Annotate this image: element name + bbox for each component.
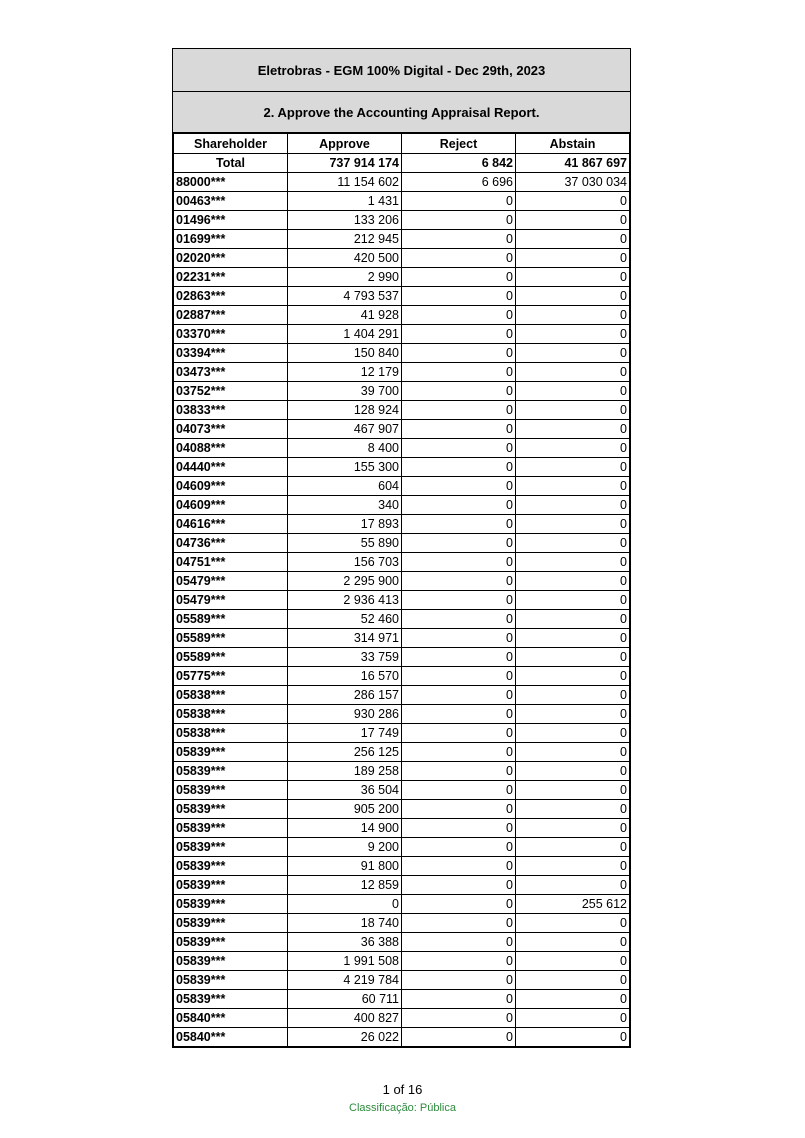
cell-reject: 0 <box>402 382 516 401</box>
cell-approve: 4 793 537 <box>288 287 402 306</box>
cell-approve: 0 <box>288 895 402 914</box>
cell-reject: 0 <box>402 420 516 439</box>
column-header-reject: Reject <box>402 134 516 154</box>
cell-approve: 26 022 <box>288 1028 402 1047</box>
cell-reject: 0 <box>402 591 516 610</box>
cell-shareholder: 02020*** <box>174 249 288 268</box>
cell-shareholder: 05839*** <box>174 933 288 952</box>
vote-sheet <box>172 48 631 1048</box>
table-row <box>174 553 630 572</box>
cell-shareholder: 05589*** <box>174 629 288 648</box>
table-row <box>174 439 630 458</box>
cell-reject: 0 <box>402 971 516 990</box>
table-row <box>174 420 630 439</box>
cell-reject: 0 <box>402 667 516 686</box>
table-row <box>174 743 630 762</box>
cell-shareholder: 05839*** <box>174 781 288 800</box>
cell-reject: 0 <box>402 610 516 629</box>
cell-shareholder: 05839*** <box>174 876 288 895</box>
cell-approve: 2 295 900 <box>288 572 402 591</box>
cell-approve: 52 460 <box>288 610 402 629</box>
cell-shareholder: 05838*** <box>174 724 288 743</box>
cell-reject: 0 <box>402 306 516 325</box>
cell-reject: 0 <box>402 401 516 420</box>
table-row <box>174 686 630 705</box>
cell-reject: 0 <box>402 211 516 230</box>
cell-approve: 8 400 <box>288 439 402 458</box>
table-row <box>174 192 630 211</box>
cell-abstain: 37 030 034 <box>516 173 630 192</box>
cell-approve: 155 300 <box>288 458 402 477</box>
cell-shareholder: 04088*** <box>174 439 288 458</box>
cell-shareholder: 03833*** <box>174 401 288 420</box>
cell-abstain: 0 <box>516 363 630 382</box>
cell-shareholder: 04609*** <box>174 477 288 496</box>
table-row <box>174 325 630 344</box>
cell-approve: 60 711 <box>288 990 402 1009</box>
cell-shareholder: 05839*** <box>174 857 288 876</box>
cell-shareholder: 05839*** <box>174 838 288 857</box>
cell-approve: 39 700 <box>288 382 402 401</box>
cell-shareholder: 05839*** <box>174 743 288 762</box>
cell-abstain: 0 <box>516 933 630 952</box>
column-header-approve: Approve <box>288 134 402 154</box>
cell-abstain: 0 <box>516 591 630 610</box>
cell-shareholder: 02231*** <box>174 268 288 287</box>
table-row <box>174 705 630 724</box>
cell-approve: 133 206 <box>288 211 402 230</box>
cell-shareholder: 01699*** <box>174 230 288 249</box>
cell-abstain: 0 <box>516 230 630 249</box>
total-label: Total <box>174 154 288 173</box>
cell-abstain: 0 <box>516 192 630 211</box>
cell-approve: 156 703 <box>288 553 402 572</box>
cell-shareholder: 03394*** <box>174 344 288 363</box>
cell-approve: 2 936 413 <box>288 591 402 610</box>
table-row <box>174 990 630 1009</box>
cell-shareholder: 04440*** <box>174 458 288 477</box>
table-row <box>174 515 630 534</box>
table-row <box>174 173 630 192</box>
cell-reject: 0 <box>402 363 516 382</box>
table-row <box>174 914 630 933</box>
cell-abstain: 0 <box>516 781 630 800</box>
table-row <box>174 952 630 971</box>
classification-label: Classificação: Pública <box>349 1102 456 1114</box>
table-row <box>174 762 630 781</box>
cell-shareholder: 05589*** <box>174 610 288 629</box>
resolution-title: 2. Approve the Accounting Appraisal Report. <box>173 92 630 133</box>
cell-abstain: 0 <box>516 800 630 819</box>
cell-shareholder: 02863*** <box>174 287 288 306</box>
cell-shareholder: 04736*** <box>174 534 288 553</box>
cell-shareholder: 05839*** <box>174 819 288 838</box>
cell-approve: 128 924 <box>288 401 402 420</box>
cell-approve: 256 125 <box>288 743 402 762</box>
cell-abstain: 255 612 <box>516 895 630 914</box>
cell-abstain: 0 <box>516 914 630 933</box>
cell-shareholder: 04073*** <box>174 420 288 439</box>
cell-approve: 11 154 602 <box>288 173 402 192</box>
cell-approve: 340 <box>288 496 402 515</box>
cell-approve: 420 500 <box>288 249 402 268</box>
table-row <box>174 268 630 287</box>
table-row <box>174 610 630 629</box>
table-row <box>174 287 630 306</box>
cell-approve: 400 827 <box>288 1009 402 1028</box>
table-row <box>174 306 630 325</box>
cell-abstain: 0 <box>516 857 630 876</box>
cell-reject: 0 <box>402 515 516 534</box>
cell-approve: 55 890 <box>288 534 402 553</box>
table-row <box>174 230 630 249</box>
cell-approve: 212 945 <box>288 230 402 249</box>
cell-shareholder: 04616*** <box>174 515 288 534</box>
votes-table <box>173 133 630 1047</box>
cell-abstain: 0 <box>516 325 630 344</box>
cell-approve: 905 200 <box>288 800 402 819</box>
table-row <box>174 572 630 591</box>
cell-shareholder: 05479*** <box>174 591 288 610</box>
cell-reject: 0 <box>402 268 516 287</box>
cell-abstain: 0 <box>516 534 630 553</box>
cell-abstain: 0 <box>516 1009 630 1028</box>
cell-reject: 0 <box>402 572 516 591</box>
table-row <box>174 876 630 895</box>
cell-reject: 0 <box>402 1028 516 1047</box>
cell-shareholder: 88000*** <box>174 173 288 192</box>
cell-abstain: 0 <box>516 496 630 515</box>
table-row <box>174 629 630 648</box>
cell-abstain: 0 <box>516 724 630 743</box>
cell-reject: 0 <box>402 895 516 914</box>
cell-shareholder: 05839*** <box>174 971 288 990</box>
cell-shareholder: 05839*** <box>174 952 288 971</box>
cell-approve: 189 258 <box>288 762 402 781</box>
cell-reject: 0 <box>402 458 516 477</box>
total-abstain: 41 867 697 <box>516 154 630 173</box>
table-row <box>174 895 630 914</box>
cell-reject: 0 <box>402 553 516 572</box>
cell-reject: 0 <box>402 249 516 268</box>
cell-abstain: 0 <box>516 572 630 591</box>
cell-approve: 1 991 508 <box>288 952 402 971</box>
table-row <box>174 249 630 268</box>
cell-reject: 0 <box>402 439 516 458</box>
cell-reject: 0 <box>402 686 516 705</box>
cell-abstain: 0 <box>516 401 630 420</box>
cell-approve: 91 800 <box>288 857 402 876</box>
cell-abstain: 0 <box>516 515 630 534</box>
table-row <box>174 819 630 838</box>
cell-approve: 9 200 <box>288 838 402 857</box>
cell-approve: 17 893 <box>288 515 402 534</box>
cell-reject: 0 <box>402 192 516 211</box>
cell-reject: 6 696 <box>402 173 516 192</box>
cell-abstain: 0 <box>516 990 630 1009</box>
cell-abstain: 0 <box>516 762 630 781</box>
table-row <box>174 838 630 857</box>
cell-abstain: 0 <box>516 1028 630 1047</box>
table-row <box>174 496 630 515</box>
cell-abstain: 0 <box>516 667 630 686</box>
cell-abstain: 0 <box>516 838 630 857</box>
cell-approve: 467 907 <box>288 420 402 439</box>
cell-reject: 0 <box>402 819 516 838</box>
cell-approve: 16 570 <box>288 667 402 686</box>
cell-approve: 286 157 <box>288 686 402 705</box>
cell-shareholder: 05479*** <box>174 572 288 591</box>
cell-abstain: 0 <box>516 876 630 895</box>
cell-shareholder: 05839*** <box>174 895 288 914</box>
cell-reject: 0 <box>402 762 516 781</box>
cell-reject: 0 <box>402 724 516 743</box>
cell-approve: 12 859 <box>288 876 402 895</box>
cell-shareholder: 05839*** <box>174 990 288 1009</box>
cell-approve: 41 928 <box>288 306 402 325</box>
cell-approve: 604 <box>288 477 402 496</box>
cell-shareholder: 05775*** <box>174 667 288 686</box>
cell-approve: 1 404 291 <box>288 325 402 344</box>
cell-reject: 0 <box>402 629 516 648</box>
cell-approve: 12 179 <box>288 363 402 382</box>
cell-approve: 17 749 <box>288 724 402 743</box>
cell-shareholder: 05839*** <box>174 762 288 781</box>
table-row <box>174 724 630 743</box>
cell-reject: 0 <box>402 325 516 344</box>
cell-shareholder: 05840*** <box>174 1028 288 1047</box>
cell-reject: 0 <box>402 705 516 724</box>
cell-reject: 0 <box>402 648 516 667</box>
table-row <box>174 344 630 363</box>
cell-abstain: 0 <box>516 971 630 990</box>
column-header-shareholder: Shareholder <box>174 134 288 154</box>
total-approve: 737 914 174 <box>288 154 402 173</box>
cell-approve: 36 504 <box>288 781 402 800</box>
cell-abstain: 0 <box>516 382 630 401</box>
cell-shareholder: 05839*** <box>174 914 288 933</box>
cell-shareholder: 05589*** <box>174 648 288 667</box>
cell-approve: 2 990 <box>288 268 402 287</box>
cell-shareholder: 01496*** <box>174 211 288 230</box>
cell-reject: 0 <box>402 743 516 762</box>
cell-abstain: 0 <box>516 306 630 325</box>
cell-reject: 0 <box>402 990 516 1009</box>
cell-abstain: 0 <box>516 344 630 363</box>
cell-approve: 4 219 784 <box>288 971 402 990</box>
cell-abstain: 0 <box>516 648 630 667</box>
cell-reject: 0 <box>402 230 516 249</box>
cell-approve: 14 900 <box>288 819 402 838</box>
table-row <box>174 648 630 667</box>
table-row <box>174 781 630 800</box>
table-row <box>174 1028 630 1047</box>
cell-abstain: 0 <box>516 553 630 572</box>
cell-shareholder: 05838*** <box>174 705 288 724</box>
table-row <box>174 857 630 876</box>
cell-shareholder: 05838*** <box>174 686 288 705</box>
table-row <box>174 933 630 952</box>
column-header-abstain: Abstain <box>516 134 630 154</box>
cell-reject: 0 <box>402 857 516 876</box>
table-row <box>174 363 630 382</box>
table-row <box>174 401 630 420</box>
cell-reject: 0 <box>402 1009 516 1028</box>
total-row <box>174 154 630 173</box>
cell-shareholder: 02887*** <box>174 306 288 325</box>
cell-approve: 314 971 <box>288 629 402 648</box>
cell-reject: 0 <box>402 477 516 496</box>
cell-shareholder: 05840*** <box>174 1009 288 1028</box>
cell-abstain: 0 <box>516 629 630 648</box>
cell-shareholder: 03370*** <box>174 325 288 344</box>
table-row <box>174 382 630 401</box>
cell-shareholder: 03752*** <box>174 382 288 401</box>
cell-shareholder: 04751*** <box>174 553 288 572</box>
cell-abstain: 0 <box>516 211 630 230</box>
cell-approve: 33 759 <box>288 648 402 667</box>
cell-reject: 0 <box>402 933 516 952</box>
cell-abstain: 0 <box>516 249 630 268</box>
cell-approve: 150 840 <box>288 344 402 363</box>
table-row <box>174 477 630 496</box>
table-row <box>174 667 630 686</box>
cell-abstain: 0 <box>516 819 630 838</box>
table-row <box>174 591 630 610</box>
cell-reject: 0 <box>402 344 516 363</box>
table-row <box>174 458 630 477</box>
cell-reject: 0 <box>402 496 516 515</box>
cell-reject: 0 <box>402 534 516 553</box>
table-row <box>174 534 630 553</box>
cell-abstain: 0 <box>516 287 630 306</box>
cell-abstain: 0 <box>516 477 630 496</box>
cell-approve: 930 286 <box>288 705 402 724</box>
cell-abstain: 0 <box>516 420 630 439</box>
cell-reject: 0 <box>402 781 516 800</box>
page-number: 1 of 16 <box>382 1082 423 1097</box>
cell-shareholder: 05839*** <box>174 800 288 819</box>
cell-abstain: 0 <box>516 439 630 458</box>
cell-reject: 0 <box>402 287 516 306</box>
cell-approve: 18 740 <box>288 914 402 933</box>
cell-abstain: 0 <box>516 705 630 724</box>
cell-approve: 36 388 <box>288 933 402 952</box>
cell-reject: 0 <box>402 914 516 933</box>
cell-reject: 0 <box>402 876 516 895</box>
cell-approve: 1 431 <box>288 192 402 211</box>
table-row <box>174 1009 630 1028</box>
table-row <box>174 800 630 819</box>
cell-abstain: 0 <box>516 952 630 971</box>
cell-abstain: 0 <box>516 458 630 477</box>
cell-abstain: 0 <box>516 610 630 629</box>
total-reject: 6 842 <box>402 154 516 173</box>
cell-reject: 0 <box>402 952 516 971</box>
cell-shareholder: 04609*** <box>174 496 288 515</box>
cell-shareholder: 03473*** <box>174 363 288 382</box>
table-row <box>174 971 630 990</box>
table-row <box>174 211 630 230</box>
cell-abstain: 0 <box>516 743 630 762</box>
cell-abstain: 0 <box>516 686 630 705</box>
cell-shareholder: 00463*** <box>174 192 288 211</box>
header-row <box>174 134 630 154</box>
document-title: Eletrobras - EGM 100% Digital - Dec 29th, 2023 <box>173 49 630 92</box>
cell-abstain: 0 <box>516 268 630 287</box>
cell-reject: 0 <box>402 800 516 819</box>
cell-reject: 0 <box>402 838 516 857</box>
